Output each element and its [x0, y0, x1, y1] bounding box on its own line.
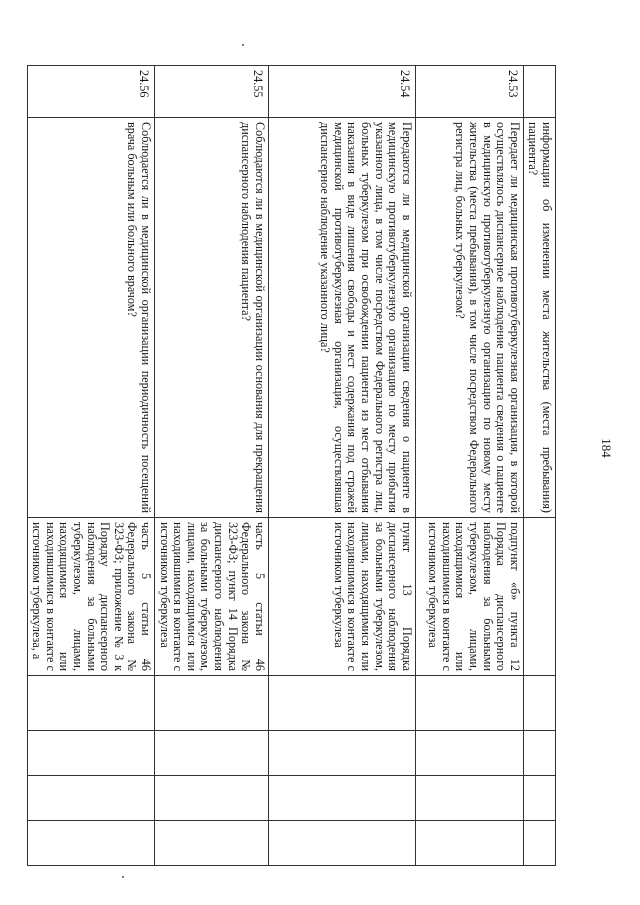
- answer-yes-cell: [415, 676, 523, 731]
- page-number: 184: [598, 438, 614, 458]
- note-cell: [27, 821, 154, 866]
- answer-yes-cell: [268, 676, 415, 731]
- scan-dot: [122, 876, 124, 878]
- answer-yes-cell: [27, 676, 154, 731]
- note-cell: [523, 821, 555, 866]
- reference-cell: подпункт «б» пункта 12 Порядка диспансерного наблюдения за больными туберкулезом, лицами, находящимися или находившимися в контакте с источником туберкулеза: [415, 518, 523, 676]
- row-number: 24.53: [415, 66, 523, 118]
- table-row: [155, 66, 269, 866]
- reference-cell: [523, 518, 555, 676]
- question-cell: Передает ли медицинская противотуберкулезная организация, в которой осуществлялось диспансерное наблюдение пациента сведения о пациенте в медицинскую противотуберкулезную организацию по новому месту жительства (места пребывания), в том числе посредством Федерального регистра лиц, больных туберкулезом?: [415, 118, 523, 518]
- question-cell: Соблюдаются ли в медицинской организации основания для прекращения диспансерного наблюдения пациента?: [155, 118, 269, 518]
- answer-na-cell: [415, 776, 523, 821]
- note-cell: [155, 821, 269, 866]
- answer-yes-cell: [523, 676, 555, 731]
- reference-cell: часть 5 статьи 46 Федерального закона № 323-ФЗ; пункт 14 Порядка диспансерного наблюдения за больными туберкулезом, лицами, находящимися или находившимися в контакте с источником туберкулеза: [155, 518, 269, 676]
- table-row: [27, 66, 154, 866]
- answer-no-cell: [155, 731, 269, 776]
- table-row: [415, 66, 523, 866]
- table-row: [523, 66, 555, 866]
- answer-yes-cell: [155, 676, 269, 731]
- answer-na-cell: [268, 776, 415, 821]
- answer-no-cell: [523, 731, 555, 776]
- note-cell: [415, 821, 523, 866]
- checklist-table: [27, 65, 556, 866]
- row-number: [523, 66, 555, 118]
- scan-dot: [242, 44, 244, 46]
- reference-cell: пункт 13 Порядка диспансерного наблюдения за больными туберкулезом, лицами, находящимися или находившимися в контакте с источником туберкулеза: [268, 518, 415, 676]
- table-row: [268, 66, 415, 866]
- answer-na-cell: [27, 776, 154, 821]
- answer-na-cell: [155, 776, 269, 821]
- row-number: 24.56: [27, 66, 154, 118]
- row-number: 24.54: [268, 66, 415, 118]
- question-cell: информации об изменении места жительства (места пребывания) пациента?: [523, 118, 555, 518]
- note-cell: [268, 821, 415, 866]
- answer-no-cell: [27, 731, 154, 776]
- reference-cell: часть 5 статьи 46 Федерального закона № 323-ФЗ; приложение № 3 к Порядку диспансерного наблюдения за больными туберкулезом, лицами, находящимися или находившимися в контакте с источником туберкулеза, а: [27, 518, 154, 676]
- checklist-table-rotated: [30, 65, 556, 865]
- answer-no-cell: [268, 731, 415, 776]
- answer-na-cell: [523, 776, 555, 821]
- question-cell: Соблюдается ли в медицинской организации периодичность посещений врача больным или больного врачом?: [27, 118, 154, 518]
- row-number: 24.55: [155, 66, 269, 118]
- question-cell: Передаются ли в медицинской организации сведения о пациенте в медицинскую противотуберкулезную организацию по месту прибытия указанного лица, в том числе посредством Федерального регистра лиц, больных туберкулезом при освобождении пациента из мест отбывания наказания в виде лишения свободы и мест содержания под стражей медицинской противотуберкулезная организация, осуществлявшая диспансерное наблюдение указанного лица?: [268, 118, 415, 518]
- answer-no-cell: [415, 731, 523, 776]
